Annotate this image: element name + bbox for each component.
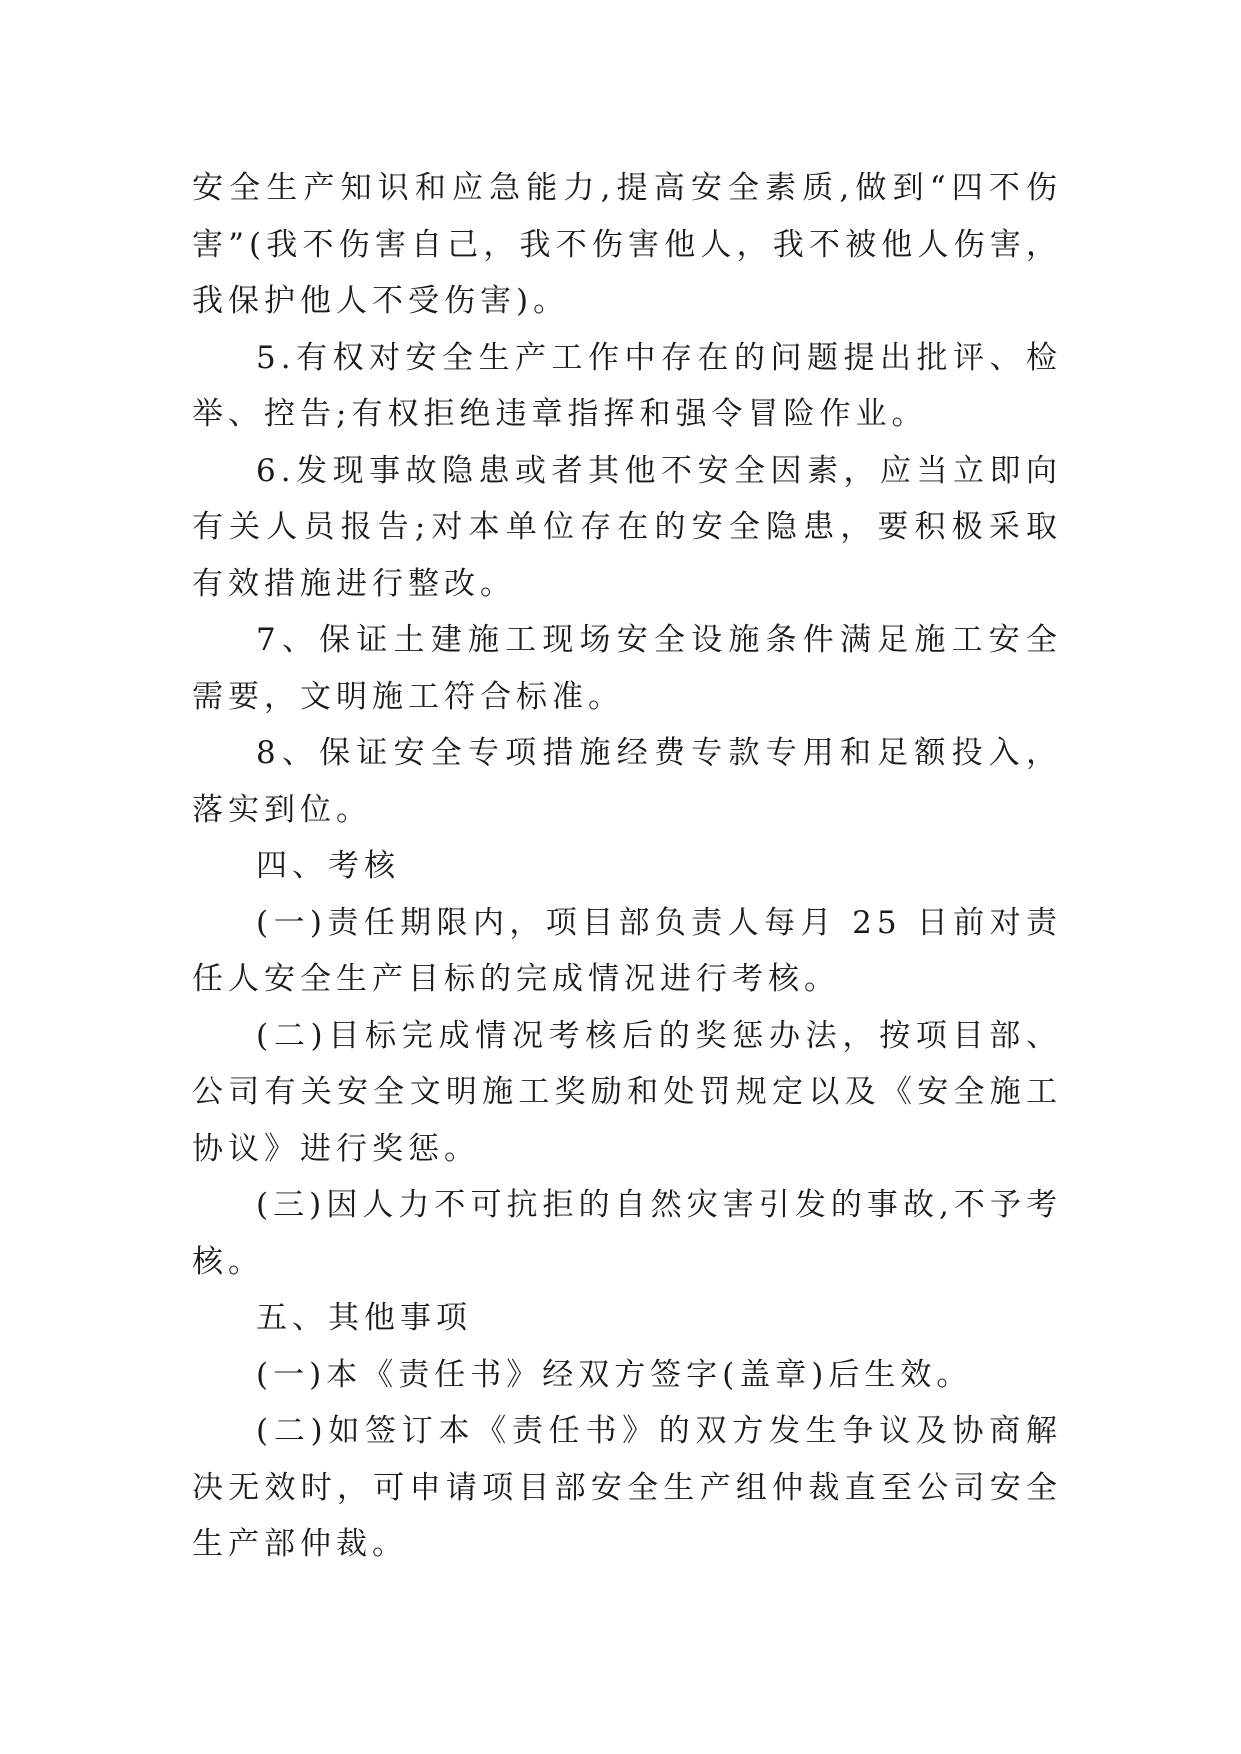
paragraph-item-8: 8、保证安全专项措施经费专款专用和足额投入，落实到位。 [192,735,1062,828]
paragraph-item-7: 7、保证土建施工现场安全设施条件满足施工安全需要，文明施工符合标准。 [192,622,1062,715]
paragraph-assessment-1: (一)责任期限内，项目部负责人每月 25 日前对责任人安全生产目标的完成情况进行考核。 [192,904,1062,997]
paragraph-other-1: (一)本《责任书》经双方签字(盖章)后生效。 [256,1356,973,1393]
paragraph-other-2: (二)如签订本《责任书》的双方发生争议及协商解决无效时，可申请项目部安全生产组仲裁直至公司安全生产部仲裁。 [192,1413,1062,1562]
paragraph-item-6: 6.发现事故隐患或者其他不安全因素，应当立即向有关人员报告;对本单位存在的安全隐患，要积极采取有效措施进行整改。 [192,452,1062,602]
section-heading-other-matters: 五、其他事项 [256,1300,472,1336]
paragraph-assessment-2: (二)目标完成情况考核后的奖惩办法，按项目部、公司有关安全文明施工奖励和处罚规定以及《安全施工协议》进行奖惩。 [192,1017,1062,1167]
document-body [192,160,1062,1573]
section-heading-assessment: 四、考核 [256,848,400,884]
paragraph-assessment-3: (三)因人力不可抗拒的自然灾害引发的事故,不予考核。 [192,1187,1062,1280]
paragraph-item-5: 5.有权对安全生产工作中存在的问题提出批评、检举、控告;有权拒绝违章指挥和强令冒险作业。 [192,339,1062,432]
paragraph-four-no-harm: 安全生产知识和应急能力,提高安全素质,做到“四不伤害”(我不伤害自己，我不伤害他人，我不被他人伤害，我保护他人不受伤害)。 [192,170,1062,319]
